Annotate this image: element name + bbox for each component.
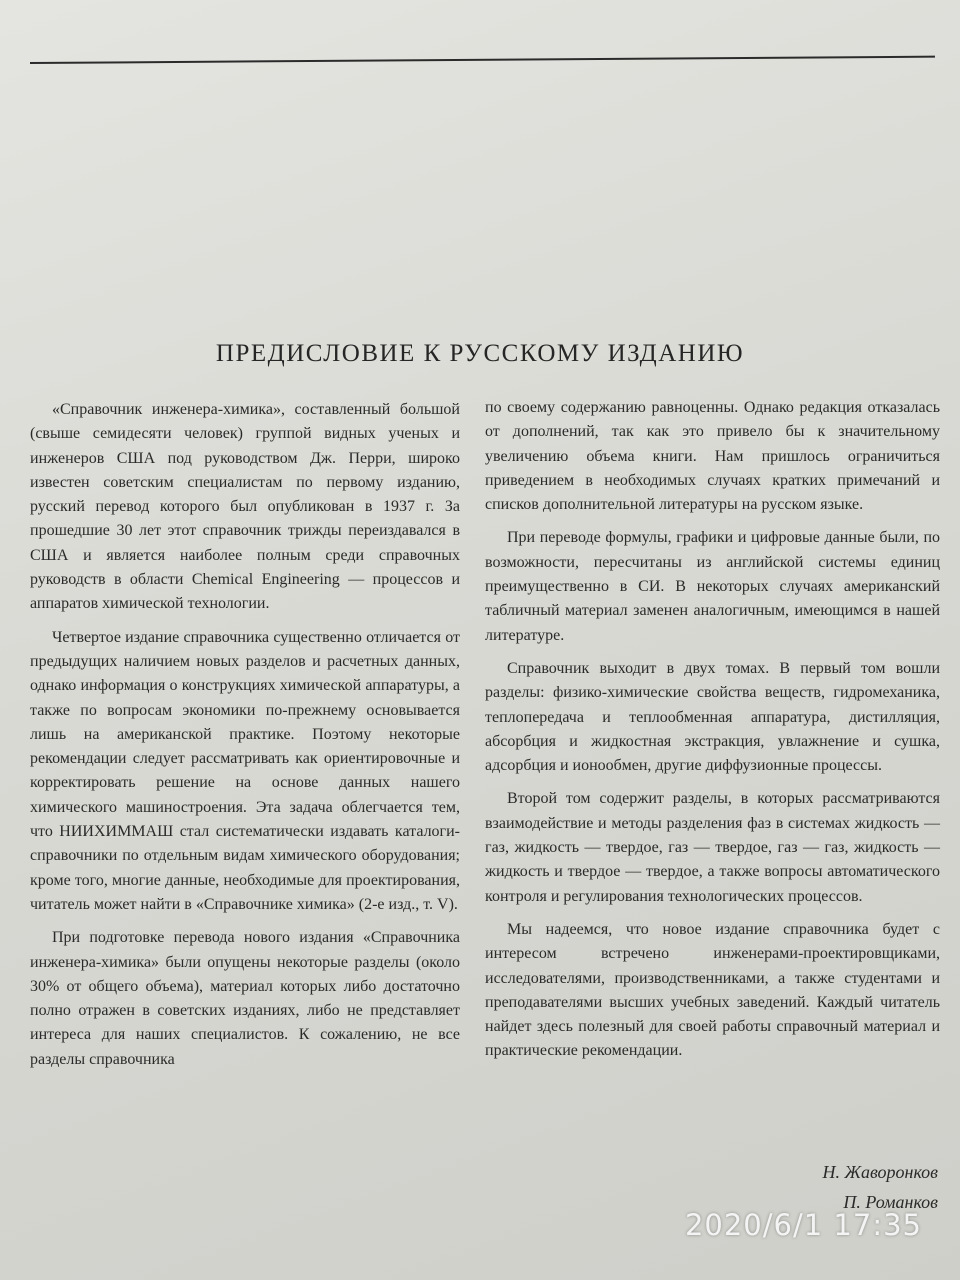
paragraph: по своему содержанию равноценны. Однако редакция отказалась от дополнений, так как это привело бы к значительному увеличению объема книги. Нам пришлось ограничиться приведением в необходимых случаях кратких примечаний и списков дополнительной литературы на русском языке. <box>485 399 940 514</box>
paragraph: «Справочник инженера-химика», составленный большой (свыше семидесяти человек) группой видных ученых и инженеров США под руководством Дж. Перри, широко известен советским специалистам по первому изданию, русский перевод которого был опубликован в 1937 г. За прошедшие 30 лет этот справочник трижды переиздавался в США и является наиболее полным среди справочных руководств в области Chemical Engineering — процессов и аппаратов химической технологии. <box>30 401 460 613</box>
right-column <box>485 396 940 1073</box>
paragraph: Второй том содержит разделы, в которых рассматриваются взаимодействие и методы разделения фаз в системах жидкость — газ, жидкость — твердое, газ — твердое, газ — газ, жидкость — жидкость и твердое — твердое, а также вопросы автоматического контроля и регулирования технологических процессов. <box>485 790 940 905</box>
top-rule <box>30 56 935 64</box>
left-column <box>30 398 460 1081</box>
paragraph: При подготовке перевода нового издания «Справочника инженера-химика» были опущены некоторые разделы (около 30% от общего объема), материал которых либо достаточно полно отражен в советских изданиях, либо не представляет интереса для наших специалистов. К сожалению, не все разделы справочника <box>30 929 460 1068</box>
signature-author: П. Романков <box>843 1192 938 1212</box>
paragraph: Справочник выходит в двух томах. В первый том вошли разделы: физико-химические свойства веществ, гидромеханика, теплопередача и теплообменная аппаратура, дистилляция, абсорбция и жидкостная экстракция, увлажнение и сушка, адсорбция и ионообмен, другие диффузионные процессы. <box>485 659 940 775</box>
paragraph: При переводе формулы, графики и цифровые данные были, по возможности, пересчитаны из английской системы единиц преимущественно в СИ. В некоторых случаях американский табличный материал заменен аналогичным, имеющимся в нашей литературе. <box>485 529 940 644</box>
photo-timestamp: 2020/6/1 17:35 <box>684 1208 922 1242</box>
paragraph: Мы надеемся, что новое издание справочника будет с интересом встречено инженерами-проектировщиками, исследователями, производственниками, а также студентами и преподавателями высших учебных заведений. Каждый читатель найдет здесь полезный для своей работы справочный материал и практические рекомендации. <box>485 920 940 1060</box>
paragraph: Четвертое издание справочника существенно отличается от предыдущих наличием новых разделов и расчетных данных, однако информация о конструкциях химической аппаратуры, а также по вопросам экономики по-прежнему основывается лишь на американской практике. Поэтому некоторые рекомендации следует рассматривать как ориентировочные и корректировать решение на основе данных нашего химического машиностроения. Эта задача облегчается тем, что НИИХИММАШ стал систематически издавать каталоги-справочники по отдельным видам химического оборудования; кроме того, многие данные, необходимые для проектирования, читатель может найти в «Справочнике химика» (2-е изд., т. V). <box>30 628 460 913</box>
page-title: ПРЕДИСЛОВИЕ К РУССКОМУ ИЗДАНИЮ <box>215 340 745 367</box>
signature-author: Н. Жаворонков <box>822 1162 938 1182</box>
